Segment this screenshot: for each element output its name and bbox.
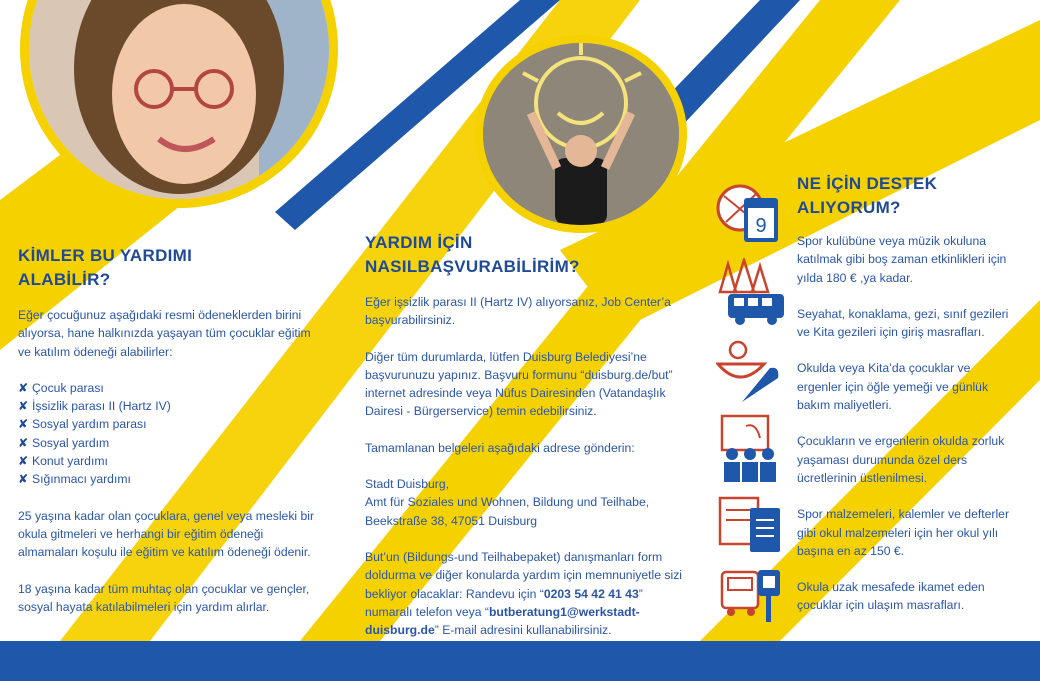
cross-icon: ✘ [18, 417, 29, 432]
bus-stop-icon [720, 568, 786, 624]
cross-icon: ✘ [18, 472, 29, 487]
support-list [18, 379, 318, 489]
middle-p1: Eğer işsizlik parası II (Hartz IV) alıyorsanız, Job Center’a başvurabilirsiniz. [365, 295, 671, 328]
support-item: Okula uzak mesafede ikamet eden çocuklar için ulaşım masrafları. [797, 580, 985, 613]
svg-text:9: 9 [755, 215, 767, 237]
support-item: Çocukların ve ergenlerin okulda zorluk yaşaması durumunda özel ders ücretlerinin üstlenilmesi. [797, 434, 1005, 485]
middle-p2: Diğer tüm durumlarda, lütfen Duisburg Belediyesi’ne başvurunuzu yapınız. Başvuru formunu “duisburg.de/but” internet adresinde veya Nüfus Dairesinden (Vatandaşlık Dairesi - Bürgerservice) temin edebilirsiniz. [365, 349, 673, 419]
cross-icon: ✘ [18, 380, 29, 395]
address-line-2: Amt für Soziales und Wohnen, Bildung und Teilhabe, [365, 495, 650, 510]
email-link[interactable]: butberatung1@werkstadt-duisburg.de [365, 604, 640, 638]
list-item: ✘ Sosyal yardım [18, 434, 318, 452]
phone-number[interactable]: 0203 54 42 41 43 [543, 586, 639, 601]
right-heading: NE İÇİN DESTEK ALIYORUM? [797, 174, 938, 217]
middle-p4: But’un (Bildungs-und Teilhabepaket) danışmanları form doldurma ve diğer konularda yardım için memnuniyetle sizi bekliyor olacaklar: Randevu için “0203 54 42 41 43” numaralı telefon veya “butberatung1@werkstadt-duisburg.de” E-mail adresini kullanabilirsiniz. [365, 549, 683, 638]
cross-icon: ✘ [18, 454, 29, 469]
ball-calendar-icon [716, 182, 782, 246]
photo-boy-chalk-sun [475, 35, 687, 233]
left-paragraph-age18: 18 yaşına kadar tüm muhtaç olan çocuklar ve gençler, sosyal hayata katılabilmeleri için yardım alırlar. [18, 581, 310, 614]
right-column [797, 172, 1012, 615]
left-column [18, 244, 318, 616]
left-heading: KİMLER BU YARDIMI ALABİLİR? [18, 246, 193, 289]
cross-icon: ✘ [18, 399, 29, 414]
classroom-icon [716, 414, 786, 484]
left-intro: Eğer çocuğunuz aşağıdaki resmi ödeneklerden birini alıyorsa, hane halkınızda yaşayan tüm çocuklar eğitim ve katılım ödeneği alabilirler: [18, 308, 311, 359]
address-line-1: Stadt Duisburg, [365, 477, 450, 492]
support-item: Spor kulübüne veya müzik okuluna katılmak gibi boş zaman etkinlikleri için yılda 180 € ,ya kadar. [797, 234, 1007, 285]
middle-p3: Tamamlanan belgeleri aşağıdaki adrese gönderin: [365, 440, 635, 455]
forest-bus-icon [716, 258, 786, 326]
support-item: Seyahat, konaklama, gezi, sınıf gezileri ve Kita gezileri için giriş masrafları. [797, 306, 1009, 340]
support-item: Spor malzemeleri, kalemler ve defterler gibi okul malzemeleri için her okul yılı başına en az 150 €. [797, 507, 1010, 558]
school-supplies-icon [716, 496, 786, 558]
cross-icon: ✘ [18, 435, 29, 450]
food-bowl-icon [716, 338, 782, 404]
list-item: ✘ Çocuk parası [18, 379, 318, 397]
left-paragraph-age25: 25 yaşına kadar olan çocuklara, genel veya mesleki bir okula gitmeleri ve herhangi bir eğitim ödeneği almamaları koşulu ile eğitim ve katılım ödeneği ödenir. [18, 508, 315, 560]
support-item: Okulda veya Kita’da çocuklar ve ergenler için öğle yemeği ve günlük bakım maliyetleri. [797, 361, 989, 413]
list-item: ✘ Sosyal yardım parası [18, 415, 318, 433]
footer-bar [0, 641, 1040, 681]
middle-column [365, 231, 685, 639]
list-item: ✘ Konut yardımı [18, 452, 318, 470]
list-item: ✘ İşsizlik parası II (Hartz IV) [18, 397, 318, 415]
address-line-3: Beekstraße 38, 47051 Duisburg [365, 513, 538, 528]
middle-heading: YARDIM İÇİN NASILBAŞVURABİLİRİM? [365, 233, 580, 276]
list-item: ✘ Sığınmacı yardımı [18, 470, 318, 488]
